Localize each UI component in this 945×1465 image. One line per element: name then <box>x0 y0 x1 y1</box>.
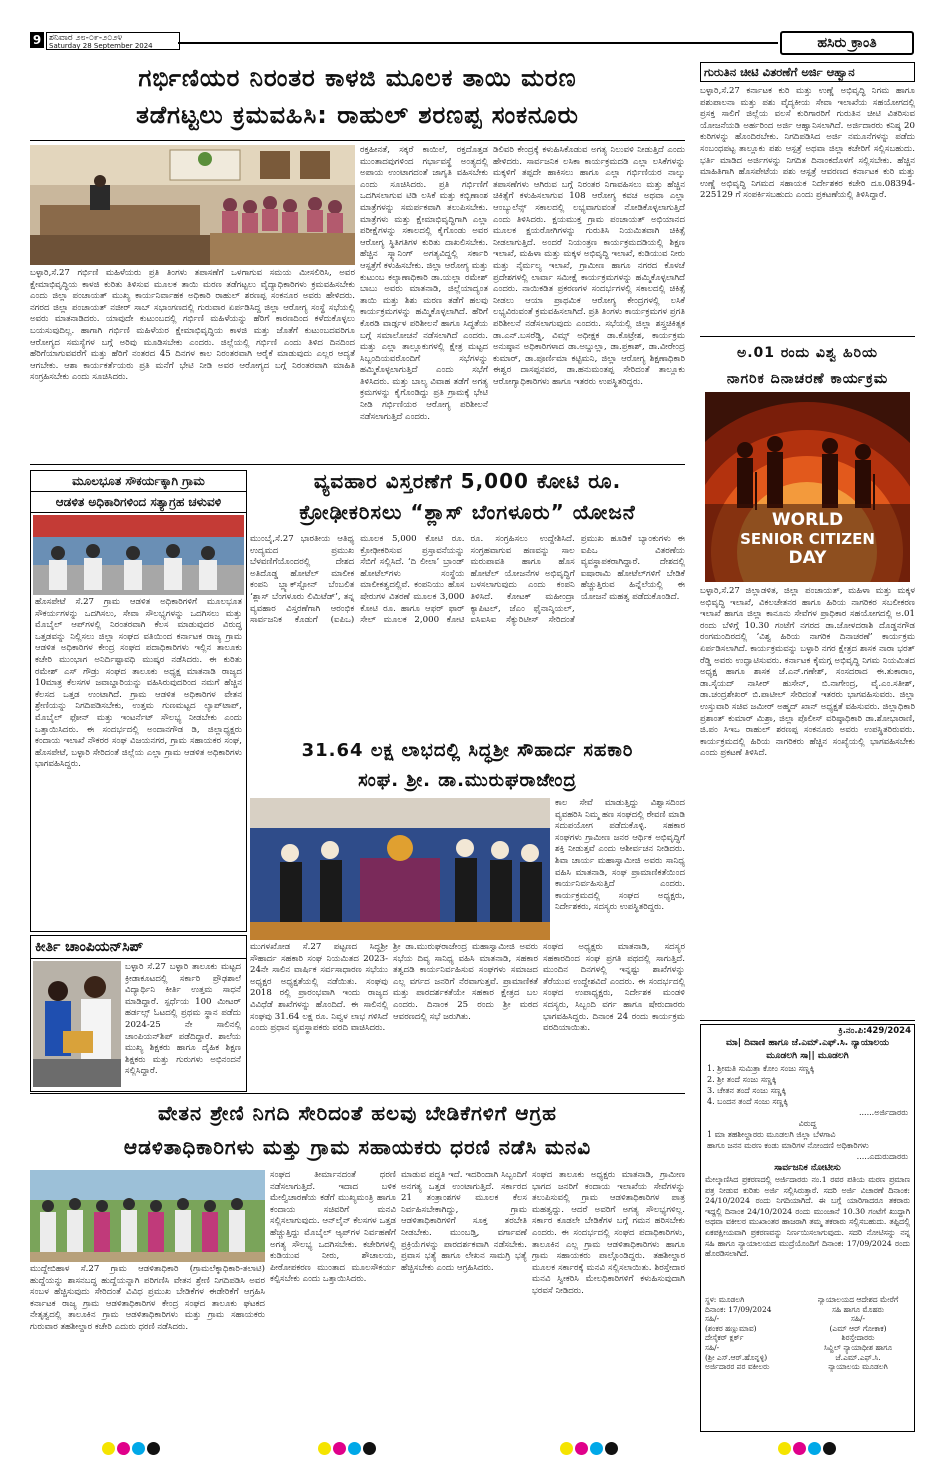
sport-body: ಬಳ್ಳಾರಿ ಸೆ.27 ಬಳ್ಳಾರಿ ತಾಲೂಕು ಮಟ್ಟದ ಕ್ರೀಡಾಕೂಟದಲ್ಲಿ ಸರ್ಕಾರಿ ಪ್ರೌಢಶಾಲೆ ವಿದ್ಯಾರ್ಥಿನಿ ಕೀರ್ತಿ ಉತ್ತಮ ಸಾಧನೆ ಮಾಡಿದ್ದಾರೆ. ಸ್ಪರ್ಧೆಯ 100 ಮೀಟರ್ ಹರ್ಡಲ್ಸ್ ಓಟದಲ್ಲಿ ಪ್ರಥಮ ಸ್ಥಾನ ಪಡೆದು 2024-25 ನೇ ಸಾಲಿನಲ್ಲಿ ಚಾಂಪಿಯನ್‌ಶಿಪ್ ಪಡೆದಿದ್ದಾರೆ. ಶಾಲೆಯ ಮುಖ್ಯ ಶಿಕ್ಷಕರು ಹಾಗೂ ದೈಹಿಕ ಶಿಕ್ಷಣ ಶಿಕ್ಷಕರು ಮತ್ತು ಗುರುಗಳು ಅಭಿನಂದನೆ ಸಲ್ಲಿಸಿದ್ದಾರೆ. <box>125 962 241 1077</box>
coop-headline-line-1: 31.64 ಲಕ್ಷ ಲಾಭದಲ್ಲಿ ಸಿದ್ಧಶ್ರೀ ಸೌಹಾರ್ದ ಸಹಕಾರಿ <box>301 740 634 761</box>
legal-sign-right-6: ಸಿವ್ಹಿಲ್ ನ್ಯಾಯಾಧೀಶ ಹಾಗೂ ಜೆ.ಎಮ್.ಎಫ್.ಸಿ. <box>823 1342 893 1362</box>
legal-sign-right-4: (ಎಮ್ ಆರ್ ಗೋಕಾಕ) <box>829 1323 887 1333</box>
sport-title: ಕೀರ್ತಿ ಚಾಂಪಿಯನ್‌ಸಿಪ್ <box>31 936 246 959</box>
senior-headline-line-2: ನಾಗರಿಕ ದಿನಾಚರಣೆ ಕಾರ್ಯಕ್ರಮ <box>726 371 889 387</box>
senior-graphic-text-1: WORLD <box>771 510 844 530</box>
protest-title-2: ಆಡಳಿತ ಅಧಿಕಾರಿಗಳಿಂದ ಸತ್ಯಾಗ್ರಹ ಚಳುವಳಿ <box>31 492 246 513</box>
registration-dot-magenta <box>575 1442 588 1455</box>
senior-body: ಬಳ್ಳಾರಿ,ಸೆ.27 ಜಿಲ್ಲಾಡಳಿತ, ಜಿಲ್ಲಾ ಪಂಚಾಯತ್, ಮಹಿಳಾ ಮತ್ತು ಮಕ್ಕಳ ಅಭಿವೃದ್ಧಿ ಇಲಾಖೆ, ವಿಕಲಚೇತನರ ಹಾಗೂ ಹಿರಿಯ ನಾಗರಿಕರ ಸಬಲೀಕರಣ ಇಲಾಖೆ ಹಾಗೂ ಜಿಲ್ಲಾ ಕಾನೂನು ಸೇವೆಗಳ ಪ್ರಾಧಿಕಾರ ಸಹಯೋಗದಲ್ಲಿ ಅ.01 ರಂದು ಬೆಳಿಗ್ಗೆ 10.30 ಗಂಟೆಗೆ ನಗರದ ಡಾ.ಜೋಳದರಾಶಿ ದೊಡ್ಡನಗೌಡ ರಂಗಮಂದಿರದಲ್ಲಿ ‘ವಿಶ್ವ ಹಿರಿಯ ನಾಗರಿಕ ದಿನಾಚರಣೆ’ ಕಾರ್ಯಕ್ರಮ ಏರ್ಪಡಿಸಲಾಗಿದೆ. ಕಾರ್ಯಕ್ರಮವನ್ನು ಬಳ್ಳಾರಿ ನಗರ ಕ್ಷೇತ್ರದ ಶಾಸಕ ನಾರಾ ಭರತ್ ರೆಡ್ಡಿ ಅವರು ಉದ್ಘಾಟಿಸುವರು. ಕರ್ನಾಟಕ ಕೈಮಗ್ಗ ಅಭಿವೃದ್ಧಿ ನಿಗಮ ನಿಯಮಿತದ ಅಧ್ಯಕ್ಷ ಹಾಗೂ ಶಾಸಕ ಜೆ.ಎನ್.ಗಣೇಶ್, ಸಂಸದರಾದ ಈ.ತುಕಾರಾಂ, ಡಾ.ಸೈಯದ್ ನಾಸೀರ್ ಹುಸೇನ್, ಬಿ.ನಾಗೇಂದ್ರ, ವೈ.ಎಂ.ಸತೀಶ್, ಡಾ.ಚಂದ್ರಶೇಖರ್ ಬಿ.ಪಾಟೀಲ್ ಸೇರಿದಂತೆ ಇತರರು ಭಾಗವಹಿಸುವರು. ಜಿಲ್ಲಾ ಉಸ್ತುವಾರಿ ಸಚಿವ ಜಮೀರ್ ಅಹ್ಮದ್ ಖಾನ್ ಅಧ್ಯಕ್ಷತೆ ವಹಿಸುವರು. ಜಿಲ್ಲಾಧಿಕಾರಿ ಪ್ರಶಾಂತ್ ಕುಮಾರ್ ಮಿಶ್ರಾ, ಜಿಲ್ಲಾ ಪೊಲೀಸ್ ವರಿಷ್ಠಾಧಿಕಾರಿ ಡಾ.ಶೋಭಾರಾಣಿ, ಜಿ.ಪಂ ಸಿಇಒ ರಾಹುಲ್ ಶರಣಪ್ಪ ಸಂಕನೂರು ಅವರು ಉಪಸ್ಥಿತರಿರುವರು. ಕಾರ್ಯಕ್ರಮದಲ್ಲಿ ಹಿರಿಯ ನಾಗರಿಕರು ಹೆಚ್ಚಿನ ಸಂಖ್ಯೆಯಲ್ಲಿ ಭಾಗವಹಿಸಬೇಕು ಎಂದು ಪ್ರಕಟಣೆ ತಿಳಿಸಿದೆ. <box>700 586 915 759</box>
meeting-photo <box>30 145 355 265</box>
legal-sign-left-3: ಸಹಿ/- <box>705 1314 720 1324</box>
legal-court-2: ಮೂಡಲಗಿ ಸಾ|| ಮೂಡಲಗಿ <box>766 1051 849 1061</box>
senior-graphic <box>705 392 910 582</box>
bottom-headline <box>30 1096 685 1166</box>
coop-side: ಕಾಲ ಸೇವೆ ಮಾಡುತ್ತಿದ್ದು ವಿಶ್ವಾಸದಿಂದ ವ್ಯವಹರಿಸಿ ನಿಮ್ಮ ಹಣ ಸಂಘದಲ್ಲಿ ಠೇವಣಿ ಮಾಡಿ ಸದುಪಯೋಗ ಪಡೆದುಕೊಳ್ಳಿ. ಸಹಕಾರ ಸಂಘಗಳು ಗ್ರಾಮೀಣ ಜನರ ಆರ್ಥಿಕ ಅಭಿವೃದ್ಧಿಗೆ ಶಕ್ತಿ ನೀಡುತ್ತವೆ ಎಂದು ಆಶೀರ್ವಚನ ನೀಡಿದರು. ಶಿವಾ ಚಾರ್ಯ ಮಹಾಸ್ವಾಮೀಜಿ ಅವರು ಸಾನಿಧ್ಯ ವಹಿಸಿ ಮಾತನಾಡಿ, ಸಂಘ ಪ್ರಾಮಾಣಿಕತೆಯಿಂದ ಕಾರ್ಯನಿರ್ವಹಿಸುತ್ತಿದೆ ಎಂದರು. ಕಾರ್ಯಕ್ರಮದಲ್ಲಿ ಸಂಘದ ಅಧ್ಯಕ್ಷರು, ನಿರ್ದೇಶಕರು, ಸದಸ್ಯರು ಉಪಸ್ಥಿತರಿದ್ದರು. <box>555 798 685 913</box>
legal-sign-left-4: (ಶಂಕರ ಹಣ್ಣುಮಾವ) <box>705 1323 757 1333</box>
bottom-headline-line-2: ಆಡಳಿತಾಧಿಕಾರಿಗಳು ಮತ್ತು ಗ್ರಾಮ ಸಹಾಯಕರು ಧರಣಿ ನಡೆಸಿ ಮನವಿ <box>123 1135 592 1159</box>
legal-sign-right-7: ನ್ಯಾಯಾಲಯ ಮೂಡಲಗಿ <box>828 1362 888 1372</box>
date-english: Saturday 28 September 2024 <box>49 42 153 50</box>
registration-dot-yellow <box>778 1442 791 1455</box>
lead-col-b: ರಕ್ತಹೀನತೆ, ಸಕ್ಕರೆ ಕಾಯಿಲೆ, ರಕ್ತದೊತ್ತಡ ಮುಂತಾದವುಗಳಿಂದ ಗರ್ಭಾವಸ್ಥೆ ಅಂತ್ಯದಲ್ಲಿ ಅಪಾಯ ಉಂಟಾಗದಂತೆ ಜಾಗೃತಿ ವಹಿಸಬೇಕು ಎಂದು ಸೂಚಿಸಿದರು. ಪ್ರತಿ ಗರ್ಭಿಣಿಗೆ ಒದಗಿಸಲಾಗುವ ಟಿಡಿ ಲಸಿಕೆ ಮತ್ತು ಕಬ್ಬಿಣಾಂಶ ಮಾತ್ರೆಗಳನ್ನು ಸಮರ್ಪಕವಾಗಿ ತಲುಪಿಸಬೇಕು. ಮಾತ್ರೆಗಳು ಮತ್ತು ಕ್ಷೇಮಾಭಿವೃದ್ಧಿಗಾಗಿ ಎಲ್ಲಾ ಪರೀಕ್ಷೆಗಳನ್ನು ಸಕಾಲದಲ್ಲಿ ಕೈಗೊಂಡು ಅವರ ಆರೋಗ್ಯ ಸ್ಥಿತಿಗತಿಗಳ ಕುರಿತು ದಾಖಲಿಸಬೇಕು. ಹೆಚ್ಚಿನ ಸ್ಕ್ಯಾನಿಂಗ್ ಅಗತ್ಯವಿದ್ದಲ್ಲಿ ಸರ್ಕಾರಿ ಆಸ್ಪತ್ರೆಗೆ ಕಳುಹಿಸಬೇಕು. ಜಿಲ್ಲಾ ಆರೋಗ್ಯ ಮತ್ತು ಕುಟುಂಬ ಕಲ್ಯಾಣಾಧಿಕಾರಿ ಡಾ.ಯಲ್ಲಾ ರಮೇಶ್ ಬಾಬು ಅವರು ಮಾತನಾಡಿ, ಜಿಲ್ಲೆಯಾದ್ಯಂತ ತಾಯಿ ಮತ್ತು ಶಿಶು ಮರಣ ತಡೆಗೆ ಹಲವು ಕಾರ್ಯಕ್ರಮಗಳನ್ನು ಹಮ್ಮಿಕೊಳ್ಳಲಾಗಿದೆ. ಹೆರಿಗೆ ಕೊಠಡಿ ವಾರ್ಡ್ಗಳ ಪರಿಶೀಲನೆ ಹಾಗೂ ಸಿದ್ಧತೆಯ ಬಗ್ಗೆ ಸಮಾಲೋಚನೆ ನಡೆಸಲಾಗಿದೆ ಎಂದರು. ಮತ್ತು ಎಲ್ಲಾ ತಾಲ್ಲೂಕುಗಳಲ್ಲಿ ಕ್ಷೇತ್ರ ಮಟ್ಟದ ಸಿಬ್ಬಂದಿಯವರೊಂದಿಗೆ ಸಭೆಗಳನ್ನು ಹಮ್ಮಿಕೊಳ್ಳಲಾಗುತ್ತಿದೆ ಎಂದು ಸಭೆಗೆ ತಿಳಿಸಿದರು. ಮತ್ತು ಬಾಲ್ಯ ವಿವಾಹ ತಡೆಗೆ ಅಗತ್ಯ ಕ್ರಮಗಳನ್ನು ಕೈಗೊಂಡಿದ್ದು ಪ್ರತಿ ಗ್ರಾಮಕ್ಕೆ ಭೇಟಿ ನೀಡಿ ಗರ್ಭಿಣಿಯರ ಆರೋಗ್ಯ ಪರಿಶೀಲನೆ ನಡೆಸಲಾಗುತ್ತಿದೆ ಎಂದರು. <box>360 145 488 422</box>
legal-sign-left-5: ದೇಸೈಕರ್ ಕ್ಲರ್ಕ್ <box>705 1333 744 1343</box>
legal-respondents: .....ಎದುರುದಾರರು <box>856 1152 908 1161</box>
registration-dot-yellow <box>102 1442 115 1455</box>
registration-dot-magenta <box>793 1442 806 1455</box>
right-rule-2 <box>700 1020 915 1021</box>
registration-dot-black <box>823 1442 836 1455</box>
legal-party-3: 3. ಚೇತನ ತಂದೆ ಸಂಜು ಸಣ್ಣಕ್ಕಿ <box>707 1086 787 1095</box>
legal-versus: ವಿರುದ್ಧ <box>798 1119 817 1128</box>
legal-sign-left-6: ಸಹಿ/- <box>705 1342 720 1352</box>
coop-headline-line-2: ಸಂಘ. ಶ್ರೀ. ಡಾ.ಮುರುಘರಾಜೇಂದ್ರ <box>358 770 577 791</box>
senior-graphic-text <box>705 510 910 568</box>
lead-col-c: ಡಿಲಿವರಿ ಕೇಂದ್ರಕ್ಕೆ ಕಳುಹಿಸಿಕೊಡುವ ಅಗತ್ಯ ನಿಲುವಳಿ ನೀಡುತ್ತಿದೆ ಎಂದು ಹೇಳಿದರು. ಸಾರ್ವಜನಿಕ ಲಸಿಕಾ ಕಾರ್ಯಕ್ರಮದಡಿ ಎಲ್ಲಾ ಲಸಿಕೆಗಳನ್ನು ಮಕ್ಕಳಿಗೆ ತಪ್ಪದೇ ಹಾಕಿಸಲು ಹಾಗೂ ಎಲ್ಲಾ ಗರ್ಭಿಣಿಯರ ನಾಲ್ಕು ತಪಾಸಣೆಗಳು ಆಗಿರುವ ಬಗ್ಗೆ ನಿರಂತರ ನಿಗಾವಹಿಸಲು ಮತ್ತು ಹೆಚ್ಚಿನ ಚಿಕಿತ್ಸೆಗೆ ಕಳುಹಿಸಲಾಗುವ 108 ಆರೋಗ್ಯ ಕವಚ ಅಥವಾ ಎಲ್ಲಾ ಆಂಬ್ಯುಲೆನ್ಸ್ ಸಕಾಲದಲ್ಲಿ ಲಭ್ಯವಾಗುವಂತೆ ನೋಡಿಕೊಳ್ಳಲಾಗುತ್ತಿದೆ ಎಂದು ತಿಳಿಸಿದರು. ಕ್ಷಯಮುಕ್ತ ಗ್ರಾಮ ಪಂಚಾಯತ್ ಅಭಿಯಾನದ ಮೂಲಕ ಕ್ಷಯರೋಗಿಗಳನ್ನು ಗುರುತಿಸಿ ನಿಯಮಿತವಾಗಿ ಚಿಕಿತ್ಸೆ ನೀಡಲಾಗುತ್ತಿದೆ. ಅಂದರೆ ನಿಯಂತ್ರಣ ಕಾರ್ಯಕ್ರಮದಡಿಯಲ್ಲಿ ಶಿಕ್ಷಣ ಇಲಾಖೆ, ಮಹಿಳಾ ಮತ್ತು ಮಕ್ಕಳ ಅಭಿವೃದ್ಧಿ ಇಲಾಖೆ, ಕುಡಿಯುವ ನೀರು ಮತ್ತು ನೈರ್ಮಲ್ಯ ಇಲಾಖೆ, ಗ್ರಾಮೀಣ ಹಾಗೂ ನಗರದ ಕೊಳಚೆ ಪ್ರದೇಶಗಳಲ್ಲಿ ಲಾರ್ವಾ ಸಮೀಕ್ಷೆ ಕಾರ್ಯಕ್ರಮಗಳನ್ನು ಹಮ್ಮಿಕೊಳ್ಳಲಾಗಿದೆ ಎಂದರು. ನಾಯಿಕಡಿತ ಪ್ರಕರಣಗಳ ಸಂದರ್ಭಗಳಲ್ಲಿ ಸಕಾಲದಲ್ಲಿ ಚಿಕಿತ್ಸೆ ನೀಡಲು ಆಯಾ ಪ್ರಾಥಮಿಕ ಆರೋಗ್ಯ ಕೇಂದ್ರಗಳಲ್ಲಿ ಲಸಿಕೆ ಲಭ್ಯವಿರುವಂತೆ ಕ್ರಮವಹಿಸಲಾಗಿದೆ. ಪ್ರತಿ ತಿಂಗಳು ಕಾರ್ಯಕ್ರಮಗಳ ಪ್ರಗತಿ ಪರಿಶೀಲನೆ ನಡೆಸಲಾಗುವುದು ಎಂದರು. ಸಭೆಯಲ್ಲಿ ಜಿಲ್ಲಾ ಶಸ್ತ್ರಚಿಕಿತ್ಸಕ ಡಾ.ಎನ್.ಬಸರೆಡ್ಡಿ, ವಿಮ್ಸ್ ಅಧೀಕ್ಷಕ ಡಾ.ಕೊಟ್ರೇಶ, ಕಾರ್ಯಕ್ರಮ ಅನುಷ್ಠಾನ ಅಧಿಕಾರಿಗಳಾದ ಡಾ.ಅಬ್ದುಲ್ಲಾ, ಡಾ.ಪ್ರಕಾಶ್, ಡಾ.ವೀರೇಂದ್ರ ಕುಮಾರ್, ಡಾ.ಪೂರ್ಣಿಮಾ ಕಟ್ಟಿಮನಿ, ಜಿಲ್ಲಾ ಆರೋಗ್ಯ ಶಿಕ್ಷಣಾಧಿಕಾರಿ ಈಶ್ವರ ದಾಸಪ್ಪನವರ, ಡಾ.ಹನುಮಂತಪ್ಪ ಸೇರಿದಂತೆ ತಾಲ್ಲೂಕು ಆರೋಗ್ಯಾಧಿಕಾರಿಗಳು ಹಾಗೂ ಇತರರು ಉಪಸ್ಥಿತರಿದ್ದರು. <box>493 145 685 387</box>
legal-case-no: ಕ್ರಿ.ನಂ.ಪಿ:429/2024 <box>838 1026 911 1036</box>
sport-box <box>30 935 247 1092</box>
finance-headline <box>250 466 685 532</box>
lead-headline-line-1: ಗರ್ಭಿಣಿಯರ ನಿರಂತರ ಕಾಳಜಿ ಮೂಲಕ ತಾಯಿ ಮರಣ <box>138 64 577 92</box>
sport-photo <box>33 961 121 1087</box>
legal-notice-title: ಸಾರ್ವಜನಿಕ ನೋಟೀಸು <box>774 1163 841 1173</box>
registration-dot-cyan <box>132 1442 145 1455</box>
protest-box <box>30 470 247 932</box>
bottom-rule <box>30 1093 685 1094</box>
legal-notice-body: ಮೇಲ್ಕಾಣಿಸಿದ ಪ್ರಕರಣದಲ್ಲಿ ಅರ್ಜಿದಾರರು ನಂ.1 ರವರ ಪತಿಯ ಮರಣ ಪ್ರಮಾಣ ಪತ್ರ ನೀಡುವ ಕುರಿತು ಅರ್ಜಿ ಸಲ್ಲಿಸಿರುತ್ತಾರೆ. ಸದರಿ ಅರ್ಜಿ ವಿಚಾರಣೆ ದಿನಾಂಕ: 24/10/2024 ರಂದು ನಿಗದಿಯಾಗಿದೆ. ಈ ಬಗ್ಗೆ ಯಾರಿಗಾದರೂ ತಕರಾರು ಇದ್ದಲ್ಲಿ ದಿನಾಂಕ 24/10/2024 ರಂದು ಮುಂಜಾನೆ 10.30 ಗಂಟೆಗೆ ಖುದ್ದಾಗಿ ಅಥವಾ ವಕೀಲರ ಮುಖಾಂತರ ಹಾಜರಾಗಿ ತಮ್ಮ ತಕರಾರು ಸಲ್ಲಿಸಬಹುದು. ತಪ್ಪಿದಲ್ಲಿ ಏಕಪಕ್ಷೀಯವಾಗಿ ಪ್ರಕರಣವನ್ನು ನಿರ್ಣಯಿಸಲಾಗುವುದು. ಸದರಿ ನೋಟಿಸನ್ನು ನನ್ನ ಸಹಿ ಹಾಗೂ ನ್ಯಾಯಾಲಯದ ಮುದ್ರೆಯೊಂದಿಗೆ ದಿನಾಂಕ: 17/09/2024 ರಂದು ಹೊರಡಿಸಲಾಗಿದೆ. <box>705 1175 910 1259</box>
senior-headline <box>700 340 915 392</box>
legal-notice <box>700 1024 915 1432</box>
lead-headline-box <box>30 60 685 138</box>
finance-body: ಮುಂಬೈ,ಸೆ.27 ಭಾರತೀಯ ಆತಿಥ್ಯ ಉದ್ಯಮದ ಪ್ರಮುಖ ಬೆಳವಣಿಗೆಯೊಂದರಲ್ಲಿ ದೇಶದ ಅತಿದೊಡ್ಡ ಹೋಟೆಲ್ ಮಾಲೀಕ ಕಂಪನಿ ಬ್ಲ್ಯಾಕ್‌ಸ್ಟೋನ್ ಬೆಂಬಲಿತ ‘ಶ್ಲಾಸ್ ಬೆಂಗಳೂರು ಲಿಮಿಟೆಡ್’, ತನ್ನ ವ್ಯವಹಾರ ವಿಸ್ತರಣೆಗಾಗಿ ಆರಂಭಿಕ ಸಾರ್ವಜನಿಕ ಕೊಡುಗೆ (ಐಪಿಒ) ಮೂಲಕ 5,000 ಕೋಟಿ ರೂ. ಕ್ರೋಢೀಕರಿಸುವ ಪ್ರಸ್ತಾವನೆಯನ್ನು ಸೆಬಿಗೆ ಸಲ್ಲಿಸಿದೆ. ‘ದಿ ಲೀಲಾ’ ಬ್ರಾಂಡ್ ಹೋಟೆಲ್‌ಗಳು ಸಂಸ್ಥೆಯ ಮಾಲೀಕತ್ವದಲ್ಲಿವೆ. ಕಂಪನಿಯು ಹೊಸ ಷೇರುಗಳ ವಿತರಣೆ ಮೂಲಕ 3,000 ಕೋಟಿ ರೂ. ಹಾಗೂ ಆಫರ್ ಫಾರ್ ಸೇಲ್ ಮೂಲಕ 2,000 ಕೋಟಿ ರೂ. ಸಂಗ್ರಹಿಸಲು ಉದ್ದೇಶಿಸಿದೆ. ಸಂಗ್ರಹವಾಗುವ ಹಣವನ್ನು ಸಾಲ ಮರುಪಾವತಿ ಹಾಗೂ ಹೊಸ ಹೋಟೆಲ್ ಯೋಜನೆಗಳ ಅಭಿವೃದ್ಧಿಗೆ ಬಳಸಲಾಗುವುದು ಎಂದು ಕಂಪನಿ ತಿಳಿಸಿದೆ. ಕೋಟಕ್ ಮಹೀಂದ್ರಾ ಕ್ಯಾಪಿಟಲ್, ಜೆಎಂ ಫೈನಾನ್ಶಿಯಲ್, ಐಸಿಐಸಿಐ ಸೆಕ್ಯುರಿಟೀಸ್ ಸೇರಿದಂತೆ ಪ್ರಮುಖ ಹೂಡಿಕೆ ಬ್ಯಾಂಕುಗಳು ಈ ಐಪಿಒ ವಿತರಣೆಯ ವ್ಯವಸ್ಥಾಪಕರಾಗಿದ್ದಾರೆ. ದೇಶದಲ್ಲಿ ಐಷಾರಾಮಿ ಹೋಟೆಲ್‌ಗಳಿಗೆ ಬೇಡಿಕೆ ಹೆಚ್ಚುತ್ತಿರುವ ಹಿನ್ನೆಲೆಯಲ್ಲಿ ಈ ಯೋಜನೆ ಮಹತ್ವ ಪಡೆದುಕೊಂಡಿದೆ. <box>250 534 685 626</box>
legal-sign-right-3: ಸಹಿ/- <box>850 1314 866 1324</box>
senior-graphic-text-3: DAY <box>788 548 827 568</box>
registration-dot-cyan <box>348 1442 361 1455</box>
bottom-col-1: ಮುದ್ದೇಬಿಹಾಳ ಸೆ.27 ಗ್ರಾಮ ಆಡಳಿತಾಧಿಕಾರಿ (ಗ್ರಾಮಲೆಕ್ಕಾಧಿಕಾರಿ-ತಲಾಟಿ) ಹುದ್ದೆಯನ್ನು ಶಾಸನಬದ್ಧ ಹುದ್ದೆಯನ್ನಾಗಿ ಪರಿಗಣಿಸಿ ವೇತನ ಶ್ರೇಣಿ ನಿಗದಿಪಡಿಸಿ ಅವರ ಸಂಬಳ ಹೆಚ್ಚಿಸುವುದು ಸೇರಿದಂತೆ ವಿವಿಧ ಪ್ರಮುಖ ಬೇಡಿಕೆಗಳ ಈಡೇರಿಕೆಗೆ ಆಗ್ರಹಿಸಿ ಕರ್ನಾಟಕ ರಾಜ್ಯ ಗ್ರಾಮ ಆಡಳಿತಾಧಿಕಾರಿಗಳ ಕೇಂದ್ರ ಸಂಘದ ತಾಲೂಕು ಘಟಕದ ನೇತೃತ್ವದಲ್ಲಿ ತಾಲೂಕಿನ ಗ್ರಾಮ ಆಡಳಿತಾಧಿಕಾರಿಗಳು ಮತ್ತು ಗ್ರಾಮ ಸಹಾಯಕರು ಗುರುವಾರ ತಹಶೀಲ್ದಾರ ಕಚೇರಿ ಎದುರು ಧರಣಿ ನಡೆಸಿದರು. <box>30 1264 265 1332</box>
finance-headline-line-1: ವ್ಯವಹಾರ ವಿಸ್ತರಣೆಗೆ 5,000 ಕೋಟಿ ರೂ. <box>313 469 622 493</box>
coop-col-3: ಸಂಘದ ಅಧ್ಯಕ್ಷರು ಮಾತನಾಡಿ, ಸದಸ್ಯರ ಸಹಕಾರದಿಂದ ಸಂಘ ಪ್ರಗತಿ ಪಥದಲ್ಲಿ ಸಾಗುತ್ತಿದೆ. ಮುಂದಿನ ದಿನಗಳಲ್ಲಿ ಇನ್ನಷ್ಟು ಶಾಖೆಗಳನ್ನು ತೆರೆಯುವ ಉದ್ದೇಶವಿದೆ ಎಂದರು. ಈ ಸಂದರ್ಭದಲ್ಲಿ ಸಂಘದ ಉಪಾಧ್ಯಕ್ಷರು, ನಿರ್ದೇಶಕ ಮಂಡಳಿ ಸದಸ್ಯರು, ಸಿಬ್ಬಂದಿ ವರ್ಗ ಹಾಗೂ ಷೇರುದಾರರು ಭಾಗವಹಿಸಿದ್ದರು. ದಿನಾಂಕ 24 ರಂದು ಕಾರ್ಯಕ್ರಮ ವರದಿಯಾಯಿತು. <box>543 942 685 1034</box>
registration-marks-left <box>102 1440 162 1459</box>
registration-dot-yellow <box>560 1442 573 1455</box>
coop-col-1: ಮುಗಳಖೋಡ ಸೆ.27 ಪಟ್ಟಣದ ಸಿದ್ಧಶ್ರೀ ಸೌಹಾರ್ದ ಸಹಕಾರಿ ಸಂಘ ನಿಯಮಿತದ 2023-24ನೇ ಸಾಲಿನ ವಾರ್ಷಿಕ ಸರ್ವಸಾಧಾರಣ ಸಭೆಯು ಅಧ್ಯಕ್ಷರ ಅಧ್ಯಕ್ಷತೆಯಲ್ಲಿ ನಡೆಯಿತು. ಸಂಘವು 2018 ರಲ್ಲಿ ಪ್ರಾರಂಭವಾಗಿ ಇಂದು ರಾಜ್ಯದ ವಿವಿಧೆಡೆ ಶಾಖೆಗಳನ್ನು ಹೊಂದಿದೆ. ಈ ಸಾಲಿನಲ್ಲಿ ಸಂಘವು 31.64 ಲಕ್ಷ ರೂ. ನಿವ್ವಳ ಲಾಭ ಗಳಿಸಿದೆ ಎಂದು ಪ್ರಧಾನ ವ್ಯವಸ್ಥಾಪಕರು ವರದಿ ವಾಚಿಸಿದರು. <box>250 942 388 1034</box>
protest-title-1: ಮೂಲಭೂತ ಸೌಕರ್ಯಕ್ಕಾಗಿ ಗ್ರಾಮ <box>31 471 246 492</box>
legal-sign-left-2: ದಿನಾಂಕ: 17/09/2024 <box>705 1304 772 1314</box>
legal-sign-left <box>705 1295 805 1372</box>
legal-party-2: 2. ಶ್ರೀ ತಂದೆ ಸಂಜು ಸಣ್ಣಕ್ಕಿ <box>707 1075 777 1084</box>
senior-graphic-text-2: SENIOR CITIZEN <box>740 530 875 548</box>
page-date-box <box>46 32 180 50</box>
legal-applicant: ......ಅರ್ಜಿದಾರರು <box>858 1108 908 1117</box>
legal-court-1: ಮಾ| ದಿವಾಣಿ ಹಾಗೂ ಜೆ.ಎಮ್.ಎಫ್.ಸಿ. ನ್ಯಾಯಾಲಯ <box>725 1038 889 1048</box>
legal-sign-right <box>806 1295 910 1372</box>
legal-respondent-line-1: 1 ಮಾ ತಹಶೀಲ್ದಾರರು ಮೂಡಲಗಿ ಜಿಲ್ಲಾ ಬೆಳಗಾವಿ <box>707 1130 836 1139</box>
registration-dot-black <box>363 1442 376 1455</box>
registration-dot-yellow <box>318 1442 331 1455</box>
registration-marks-center-left <box>318 1440 378 1459</box>
bottom-headline-line-1: ವೇತನ ಶ್ರೇಣಿ ನಿಗದಿ ಸೇರಿದಂತೆ ಹಲವು ಬೇಡಿಕೆಗಳಿಗೆ ಆಗ್ರಹ <box>158 1101 557 1125</box>
masthead: ಹಸಿರು ಕ್ರಾಂತಿ <box>780 31 914 55</box>
registration-dot-black <box>605 1442 618 1455</box>
registration-dot-magenta <box>333 1442 346 1455</box>
legal-party-1: 1. ಶ್ರೀಮತಿ ಸುಮಿತ್ರಾ ಕೋಂ ಸಂಜು ಸಣ್ಣಕ್ಕಿ <box>707 1064 815 1073</box>
registration-dot-cyan <box>808 1442 821 1455</box>
protest-body: ಹೊಸಪೇಟೆ ಸೆ.27 ಗ್ರಾಮ ಆಡಳಿತ ಅಧಿಕಾರಿಗಳಿಗೆ ಮೂಲಭೂತ ಸೌಕರ್ಯಗಳನ್ನು ಒದಗಿಸಲು, ಸೇವಾ ಸೌಲಭ್ಯಗಳನ್ನು ಒದಗಿಸಲು ಮತ್ತು ಮೊಬೈಲ್ ಆಪ್‌ಗಳಲ್ಲಿ ನಿರಂತರವಾಗಿ ಕೆಲಸ ಮಾಡುವುದರ ವಿರುದ್ಧ ಒತ್ತಡವನ್ನು ನಿಲ್ಲಿಸಲು ಜಿಲ್ಲಾ ಸಂಘದ ವತಿಯಿಂದ ಕರ್ನಾಟಕ ರಾಜ್ಯ ಗ್ರಾಮ ಆಡಳಿತ ಅಧಿಕಾರಿಗಳ ಕೇಂದ್ರ ಸಂಘದ ಪದಾಧಿಕಾರಿಗಳು ಇಲ್ಲಿನ ತಾಲೂಕು ಕಚೇರಿ ಮುಂಭಾಗ ಅನಿರ್ದಿಷ್ಟಾವಧಿ ಮುಷ್ಕರ ನಡೆಸಿದರು. ಈ ಕುರಿತು ರಮೇಶ್ ಎಸ್ ಗೌಡ್ರು ಸಂಘದ ತಾಲೂಕು ಅಧ್ಯಕ್ಷ ಮಾತನಾಡಿ ರಾಜ್ಯದ 10ಮಾತ್ರ ಕೆಲಸಗಳ ಜವಾಬ್ದಾರಿಯನ್ನು ವಹಿಸಿರುವುದರಿಂದ ನಮಗೆ ಹೆಚ್ಚಿನ ಕೆಲಸದ ಒತ್ತಡ ಉಂಟಾಗಿದೆ. ಗ್ರಾಮ ಆಡಳಿತ ಅಧಿಕಾರಿಗಳ ವೇತನ ಶ್ರೇಣಿಯನ್ನು ನಿಗದಿಪಡಿಸಬೇಕು, ಉತ್ತಮ ಗುಣಮಟ್ಟದ ಲ್ಯಾಪ್‌ಟಾಪ್, ಮೊಬೈಲ್ ಫೋನ್ ಮತ್ತು ಇಂಟರ್ನೆಟ್ ಸೌಲಭ್ಯ ನೀಡಬೇಕು ಎಂದು ಒತ್ತಾಯಿಸಿದರು. ಈ ಸಂದರ್ಭದಲ್ಲಿ ಅಂದಾನಗೌಡ ಡಿ, ಜಿಲ್ಲಾಧ್ಯಕ್ಷರು ಕಂದಾಯ ಇಲಾಖೆ ನೌಕರರ ಸಂಘ ವಿಜಯನಗರ, ಗ್ರಾಮ ಸಹಾಯಕರ ಸಂಘ, ಹೊಸಪೇಟೆ, ಬಳ್ಳಾರಿ ಸೇರಿದಂತೆ ಜಿಲ್ಲೆಯ ಎಲ್ಲಾ ಗ್ರಾಮ ಆಡಳಿತ ಅಧಿಕಾರಿಗಳು ಭಾಗವಹಿಸಿದ್ದರು. <box>35 597 242 770</box>
legal-sign-right-2: ಸಹಿ ಹಾಗೂ ಮೊಹರು <box>831 1304 885 1314</box>
registration-marks-right <box>778 1440 838 1459</box>
idcard-box <box>700 62 915 348</box>
legal-sign-left-1: ಸ್ಥಳ: ಮೂಡಲಗಿ <box>705 1295 745 1304</box>
legal-party-4: 4. ಬಂದನ ತಂದೆ ಸಂಜು ಸಣ್ಣಕ್ಕಿ <box>707 1097 788 1106</box>
coop-headline <box>250 736 685 796</box>
registration-marks-center-right <box>560 1440 620 1459</box>
lead-rule <box>30 140 685 141</box>
senior-headline-line-1: ಅ.01 ರಂದು ವಿಶ್ವ ಹಿರಿಯ <box>737 345 878 361</box>
registration-dot-black <box>147 1442 160 1455</box>
bottom-photo <box>30 1170 265 1262</box>
coop-col-2: ಶ್ರೀ ಡಾ.ಮುರುಘರಾಜೇಂದ್ರ ಮಹಾಸ್ವಾಮೀಜಿ ಅವರು ಸಭೆಯ ದಿವ್ಯ ಸಾನಿಧ್ಯ ವಹಿಸಿ ಮಾತನಾಡಿ, ಸಹಕಾರ ತತ್ವದಡಿ ಕಾರ್ಯನಿರ್ವಹಿಸುವ ಸಂಘಗಳು ಸಮಾಜದ ಎಲ್ಲ ವರ್ಗದ ಜನರಿಗೆ ನೆರವಾಗುತ್ತವೆ. ಪ್ರಾಮಾಣಿಕತೆ ಮತ್ತು ಪಾರದರ್ಶಕತೆಯೇ ಸಹಕಾರ ಕ್ಷೇತ್ರದ ಬಲ ಎಂದರು. ದಿನಾಂಕ 25 ರಂದು ಶ್ರೀ ಮಠದ ಆವರಣದಲ್ಲಿ ಸಭೆ ಜರುಗಿತು. <box>393 942 538 1022</box>
coop-photo <box>250 798 550 940</box>
registration-dot-cyan <box>590 1442 603 1455</box>
lead-headline-line-2: ತಡೆಗಟ್ಟಲು ಕ್ರಮವಹಿಸಿ: ರಾಹುಲ್ ಶರಣಪ್ಪ ಸಂಕನೂರು <box>136 101 579 129</box>
date-kannada: ಶನಿವಾರ ೨೮-೦೯-೨೦೨೪ <box>49 33 123 43</box>
legal-sign-right-5: ಶಿರಸ್ತೇದಾರರು <box>841 1333 875 1343</box>
legal-sign-left-7: (ಶ್ರೀ ಎಸ್.ಆರ್.ಹೊನ್ನಳ್ಳಿ) <box>705 1352 768 1362</box>
idcard-title: ಗುರುತಿನ ಚೀಟಿ ವಿತರಣೆಗೆ ಅರ್ಜಿ ಆಹ್ವಾನ <box>700 62 915 82</box>
protest-photo <box>33 515 244 595</box>
registration-dot-magenta <box>117 1442 130 1455</box>
lead-col-a: ಬಳ್ಳಾರಿ,ಸೆ.27 ಗರ್ಭಿಣಿ ಮಹಿಳೆಯರು ಪ್ರತಿ ತಿಂಗಳು ತಪಾಸಣೆಗೆ ಒಳಗಾಗುವ ಸಮಯ ಮೀಸಲಿರಿಸಿ, ಅವರ ಕ್ಷೇಮಾಭಿವೃದ್ಧಿಯ ಕಾಳಜಿ ಕುರಿತು ತಿಳಿಸುವ ಮೂಲಕ ತಾಯಿ ಮರಣ ತಡೆಗಟ್ಟಲು ವೈದ್ಯಾಧಿಕಾರಿಗಳು ಕ್ರಮವಹಿಸಬೇಕು ಎಂದು ಜಿಲ್ಲಾ ಪಂಚಾಯತ್ ಮುಖ್ಯ ಕಾರ್ಯನಿರ್ವಾಹಕ ಅಧಿಕಾರಿ ರಾಹುಲ್ ಶರಣಪ್ಪ ಸಂಕನೂರ ಅವರು ಹೇಳಿದರು. ನಗರದ ಜಿಲ್ಲಾ ಪಂಚಾಯತ್ ನಜೀರ್ ಸಾಬ್ ಸಭಾಂಗಣದಲ್ಲಿ ಗುರುವಾರ ಏರ್ಪಡಿಸಿದ್ದ ಜಿಲ್ಲಾ ಆರೋಗ್ಯ ಸಂಸ್ಥೆ ಸಭೆಯಲ್ಲಿ ಅವರು ಮಾತನಾಡಿದರು. ಯಾವುದೇ ಕುಟುಂಬದಲ್ಲಿ ಗರ್ಭಿಣಿ ಮಹಿಳೆಯನ್ನು ಹೆರಿಗೆ ಕಾರಣದಿಂದ ಕಳೆದುಕೊಳ್ಳಲು ಬಯಸುವುದಿಲ್ಲ. ಹಾಗಾಗಿ ಗರ್ಭಿಣಿ ಮಹಿಳೆಯರ ಕ್ಷೇಮಾಭಿವೃದ್ಧಿಯ ಕಾಳಜಿ ಮತ್ತು ಜೊತೆಗೆ ಕುಟುಂಬದವರಿಗೂ ಆರೋಗ್ಯದ ಸಮಸ್ಯೆಗಳ ಬಗ್ಗೆ ಅರಿವು ಮೂಡಿಸಬೇಕು ಎಂದರು. ಜಿಲ್ಲೆಯಲ್ಲಿ ಗರ್ಭಿಣಿ ಎಂದು ತಿಳಿದ ದಿನದಿಂದ ಹೆರಿಗೆಯಾಗುವವರೆಗೆ ಮತ್ತು ಹೆರಿಗೆ ನಂತರದ 45 ದಿನಗಳ ಕಾಲ ನಿರಂತರವಾಗಿ ಆರೈಕೆ ಮಾಡುವುದು ಎಲ್ಲರ ಆದ್ಯತೆ ಆಗಬೇಕು. ಆಶಾ ಕಾರ್ಯಕರ್ತೆಯರು ಪ್ರತಿ ಮನೆಗೆ ಭೇಟಿ ನೀಡಿ ಅವರ ಆರೋಗ್ಯದ ಬಗ್ಗೆ ನಿರಂತರವಾಗಿ ಮಾಹಿತಿ ಸಂಗ್ರಹಿಸಬೇಕು ಎಂದು ಸೂಚಿಸಿದರು. <box>30 268 355 383</box>
bottom-col-4: ಸಂಘದ ತಾಲೂಕು ಅಧ್ಯಕ್ಷರು ಮಾತನಾಡಿ, ಗ್ರಾಮೀಣ ಭಾಗದ ಜನರಿಗೆ ಕಂದಾಯ ಇಲಾಖೆಯ ಸೇವೆಗಳನ್ನು ತಲುಪಿಸುವಲ್ಲಿ ಗ್ರಾಮ ಆಡಳಿತಾಧಿಕಾರಿಗಳ ಪಾತ್ರ ಮಹತ್ವದ್ದು. ಆದರೆ ಅವರಿಗೆ ಅಗತ್ಯ ಸೌಲಭ್ಯಗಳಿಲ್ಲ. ಸರ್ಕಾರ ಕೂಡಲೇ ಬೇಡಿಕೆಗಳ ಬಗ್ಗೆ ಗಮನ ಹರಿಸಬೇಕು ಎಂದರು. ಈ ಸಂದರ್ಭದಲ್ಲಿ ಸಂಘದ ಪದಾಧಿಕಾರಿಗಳು, ತಾಲೂಕಿನ ಎಲ್ಲ ಗ್ರಾಮ ಆಡಳಿತಾಧಿಕಾರಿಗಳು ಹಾಗೂ ಗ್ರಾಮ ಸಹಾಯಕರು ಪಾಲ್ಗೊಂಡಿದ್ದರು. ತಹಶೀಲ್ದಾರ ಮೂಲಕ ಸರ್ಕಾರಕ್ಕೆ ಮನವಿ ಸಲ್ಲಿಸಲಾಯಿತು. ಶಿರಸ್ತೇದಾರ ಮನವಿ ಸ್ವೀಕರಿಸಿ ಮೇಲಧಿಕಾರಿಗಳಿಗೆ ಕಳುಹಿಸುವುದಾಗಿ ಭರವಸೆ ನೀಡಿದರು. <box>532 1170 685 1296</box>
legal-sign-left-8: ಅರ್ಜಿದಾರರ ಪರ ವಕೀಲರು <box>705 1362 770 1372</box>
idcard-body: ಬಳ್ಳಾರಿ,ಸೆ.27 ಕರ್ನಾಟಕ ಕುರಿ ಮತ್ತು ಉಣ್ಣೆ ಅಭಿವೃದ್ಧಿ ನಿಗಮ ಹಾಗೂ ಪಶುಪಾಲನಾ ಮತ್ತು ಪಶು ವೈದ್ಯಕೀಯ ಸೇವಾ ಇಲಾಖೆಯ ಸಹಯೋಗದಲ್ಲಿ ಪ್ರಸಕ್ತ ಸಾಲಿಗೆ ಜಿಲ್ಲೆಯ ವಲಸೆ ಕುರಿಗಾರರಿಗೆ ಗುರುತಿನ ಚೀಟಿ ವಿತರಿಸುವ ಯೋಜನೆಯಡಿ ಅರ್ಹರಿಂದ ಅರ್ಜಿ ಆಹ್ವಾನಿಸಲಾಗಿದೆ. ಅರ್ಜಿದಾರರು ಕನಿಷ್ಠ 20 ಕುರಿಗಳನ್ನು ಹೊಂದಿರಬೇಕು. ನಿಗದಿಪಡಿಸಿದ ಅರ್ಜಿ ನಮೂನೆಗಳನ್ನು ಪಡೆದು ಸಂಬಂಧಪಟ್ಟ ತಾಲ್ಲೂಕು ಪಶು ಆಸ್ಪತ್ರೆ ಅಥವಾ ಜಿಲ್ಲಾ ಕಚೇರಿಗೆ ಸಲ್ಲಿಸಬಹುದು. ಭರ್ತಿ ಮಾಡಿದ ಅರ್ಜಿಗಳನ್ನು ನಿಗದಿತ ದಿನಾಂಕದೊಳಗೆ ಸಲ್ಲಿಸಬೇಕು. ಹೆಚ್ಚಿನ ಮಾಹಿತಿಗಾಗಿ ಹೊಸಪೇಟೆಯ ಪಶು ಆಸ್ಪತ್ರೆ ಆವರಣದ ಕರ್ನಾಟಕ ಕುರಿ ಮತ್ತು ಉಣ್ಣೆ ಅಭಿವೃದ್ಧಿ ನಿಗಮದ ಸಹಾಯಕ ನಿರ್ದೇಶಕರ ಕಚೇರಿ ದೂ.08394-225129 ಗೆ ಸಂಪರ್ಕಿಸಬಹುದು ಎಂದು ಪ್ರಕಟಣೆಯಲ್ಲಿ ತಿಳಿಸಿದ್ದಾರೆ. <box>700 86 915 201</box>
page-number: 9 <box>30 32 44 48</box>
finance-headline-line-2: ಕ್ರೋಢೀಕರಿಸಲು “ಶ್ಲಾಸ್ ಬೆಂಗಳೂರು” ಯೋಜನೆ <box>299 500 636 524</box>
header-rule <box>178 42 778 44</box>
right-rule-1 <box>700 336 915 337</box>
bottom-col-2: ಸಂಘದ ತೀರ್ಮಾನದಂತೆ ಧರಣಿ ನಡೆಸಲಾಗುತ್ತಿದೆ. ಇದಾದ ಬಳಿಕ ಮೇಲ್ವಿಚಾರಣೆಯ ಕಡೆಗೆ ಮುಖ್ಯಮಂತ್ರಿ ಹಾಗೂ ಕಂದಾಯ ಸಚಿವರಿಗೆ ಮನವಿ ಸಲ್ಲಿಸಲಾಗುವುದು. ಆನ್‌ಲೈನ್ ಕೆಲಸಗಳ ಒತ್ತಡ ಹೆಚ್ಚುತ್ತಿದ್ದು ಮೊಬೈಲ್ ಆ್ಯಪ್‌ಗಳ ನಿರ್ವಹಣೆಗೆ ಅಗತ್ಯ ಸೌಲಭ್ಯ ಒದಗಿಸಬೇಕು. ಕಚೇರಿಗಳಲ್ಲಿ ಕುಡಿಯುವ ನೀರು, ಶೌಚಾಲಯ, ಪೀಠೋಪಕರಣ ಮುಂತಾದ ಮೂಲಸೌಕರ್ಯ ಕಲ್ಪಿಸಬೇಕು ಎಂದು ಒತ್ತಾಯಿಸಿದರು. <box>270 1170 396 1285</box>
lead-bottom-rule <box>30 464 685 465</box>
legal-respondent-line-2: ಹಾಗೂ ಜನನ ಮರಣ ಕಂಡು ಮಾರಿಗಳ ನೋಂದಣಿ ಅಧಿಕಾರಿಗಳು <box>707 1141 869 1150</box>
bottom-col-3: ಮಾಡುವ ಪದ್ಧತಿ ಇದೆ. ಇದರಿಂದಾಗಿ ಸಿಬ್ಬಂದಿಗೆ ಅನಗತ್ಯ ಒತ್ತಡ ಉಂಟಾಗುತ್ತಿದೆ. ಸರ್ಕಾರದ 21 ತಂತ್ರಾಂಶಗಳ ಮೂಲಕ ಕೆಲಸ ನಿರ್ವಹಿಸಬೇಕಾಗಿದ್ದು, ಗ್ರಾಮ ಆಡಳಿತಾಧಿಕಾರಿಗಳಿಗೆ ಸೂಕ್ತ ತರಬೇತಿ ನೀಡಬೇಕು. ಮುಂಬಡ್ತಿ, ವರ್ಗಾವಣೆ ಪ್ರಕ್ರಿಯೆಗಳನ್ನು ಪಾರದರ್ಶಕವಾಗಿ ನಡೆಸಬೇಕು. ಪ್ರವಾಸ ಭತ್ಯೆ ಹಾಗೂ ಲೇಖನ ಸಾಮಗ್ರಿ ಭತ್ಯೆ ಹೆಚ್ಚಿಸಬೇಕು ಎಂದು ಆಗ್ರಹಿಸಿದರು. <box>401 1170 527 1273</box>
legal-sign-right-1: ನ್ಯಾಯಾಲಯದ ಆದೇಶದ ಮೇರೆಗೆ <box>817 1295 899 1304</box>
